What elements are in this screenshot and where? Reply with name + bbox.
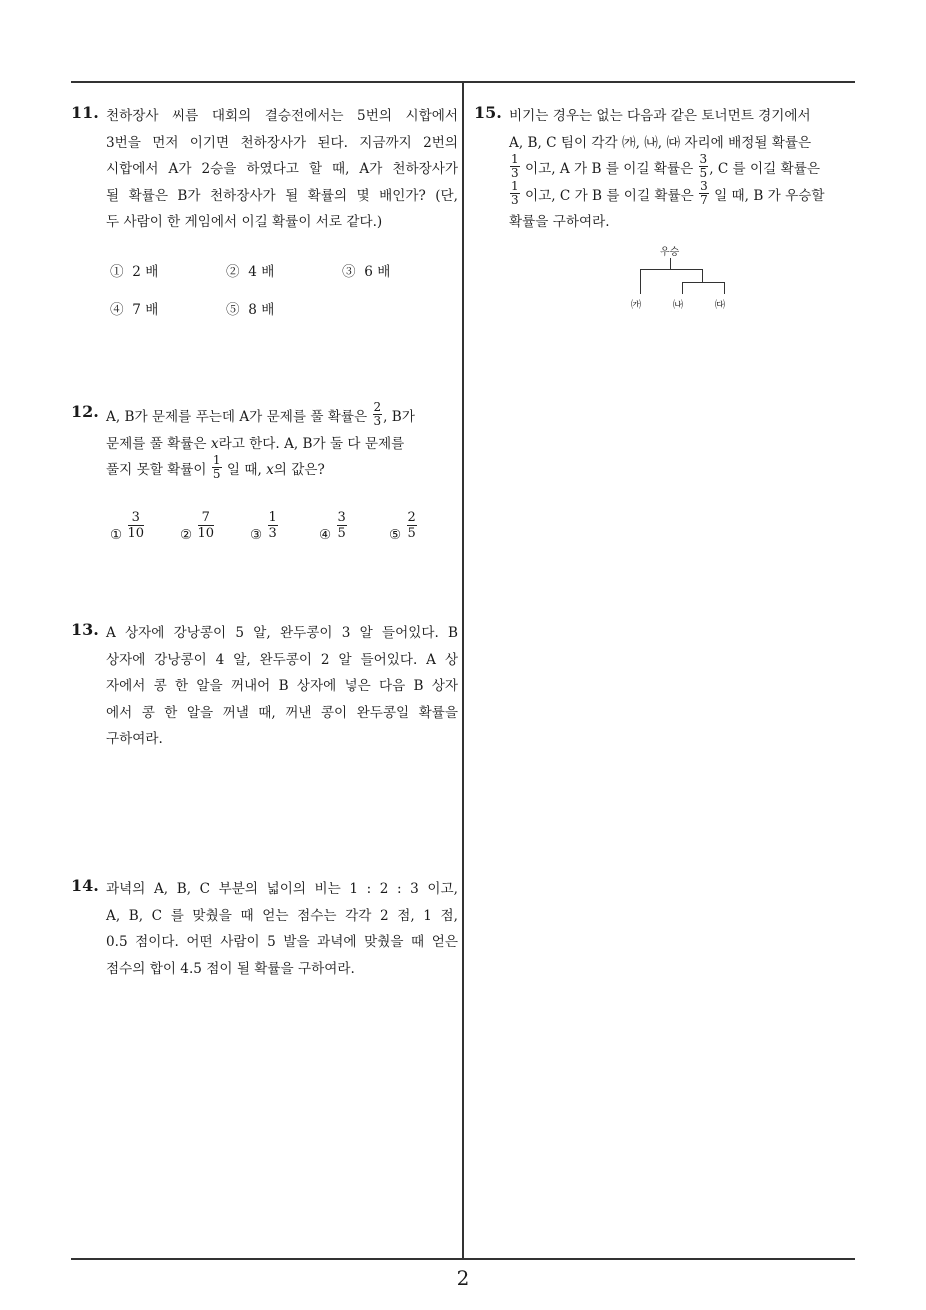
choice-3[interactable]: ③ 6 배: [342, 264, 391, 280]
text-line: 시합에서 A가 2승을 하였다고 할 때, A가 천하장사가: [106, 161, 458, 177]
text-line: 자에서 콩 한 알을 꺼내어 B 상자에 넣은 다음 B 상자: [106, 678, 458, 694]
text-line: 천하장사 씨름 대회의 결승전에서는 5번의 시합에서: [106, 108, 458, 124]
fraction: $\frac{3}{7}$: [700, 178, 708, 207]
fraction: $\frac{1}{3}$: [511, 178, 519, 207]
bracket-slot-na: ㈏: [673, 300, 683, 311]
text-line: 점수의 합이 4.5 점이 될 확률을 구하여라.: [106, 960, 355, 977]
problem-text: [106, 103, 458, 236]
text-line: 3번을 먼저 이기면 천하장사가 된다. 지금까지 2번의: [106, 134, 458, 151]
problem-number: 12.: [71, 402, 99, 421]
text-line: 상자에 강낭콩이 4 알, 완두콩이 2 알 들어있다. A 상: [106, 651, 458, 668]
text-line: A, B, C 팀이 각각 ㈎, ㈏, ㈐ 자리에 배정될 확률은: [509, 134, 812, 151]
text-line: 풀지 못할 확률이 $\frac{1}{5}$ 일 때, x의 값은?: [106, 453, 325, 481]
choice-4[interactable]: ④ $\frac{3}{5}$: [319, 510, 346, 543]
choice-5[interactable]: ⑤ $\frac{2}{5}$: [389, 510, 416, 543]
tournament-bracket: [628, 240, 738, 315]
text-line: 문제를 풀 확률은 x라고 한다. A, B가 둘 다 문제를: [106, 435, 405, 452]
choice-5[interactable]: ⑤ 8 배: [226, 302, 275, 318]
problem-number: 13.: [71, 620, 99, 639]
choice-2[interactable]: ② $\frac{7}{10}$: [180, 510, 215, 543]
problem-text: [106, 400, 458, 484]
problem-text: [106, 620, 458, 753]
problem-text: [509, 103, 855, 236]
fraction: $\frac{1}{5}$: [212, 453, 221, 481]
choice-1[interactable]: ① 2 배: [110, 264, 159, 280]
text-line: 에서 콩 한 알을 꺼낼 때, 꺼낸 콩이 완두콩일 확률을: [106, 704, 458, 721]
text-line: 비기는 경우는 없는 다음과 같은 토너먼트 경기에서: [509, 108, 811, 124]
text-line: 될 확률은 B가 천하장사가 될 확률의 몇 배인가? (단,: [106, 187, 458, 204]
problem-number: 15.: [474, 103, 502, 122]
text-line: 확률을 구하여라.: [509, 214, 610, 230]
text-line: $\frac{1}{3}$ 이고, C 가 B 를 이길 확률은 $\frac{3}{7}$ 일 때, B 가 우승할: [511, 178, 825, 207]
text-line: 과녁의 A, B, C 부분의 넓이의 비는 1 : 2 : 3 이고,: [106, 881, 458, 897]
choice-2[interactable]: ② 4 배: [226, 264, 275, 280]
page-number: 2: [456, 1266, 470, 1290]
problem-number: 14.: [71, 876, 99, 895]
text-line: 구하여라.: [106, 731, 163, 747]
fraction: $\frac{3}{5}$: [699, 152, 708, 180]
bracket-slot-ga: ㈎: [631, 300, 641, 311]
text-line: A, B가 문제를 푸는데 A가 문제를 풀 확률은 $\frac{2}{3}$ , B가: [106, 400, 415, 428]
text-line: A, B, C 를 맞췄을 때 얻는 점수는 각각 2 점, 1 점,: [106, 907, 458, 924]
text-line: $\frac{1}{3}$ 이고, A 가 B 를 이길 확률은 $\frac{3}{5}$ , C 를 이길 확률은: [511, 152, 820, 180]
choice-3[interactable]: ③ $\frac{1}{3}$: [250, 510, 277, 543]
fraction: $\frac{2}{3}$: [373, 400, 382, 428]
bracket-winner-label: 우승: [660, 247, 680, 258]
choice-1[interactable]: ① $\frac{3}{10}$: [110, 510, 145, 543]
bottom-rule: [71, 1258, 855, 1260]
column-divider: [462, 82, 464, 1258]
problem-number: 11.: [71, 103, 99, 122]
fraction: $\frac{1}{3}$: [511, 152, 519, 180]
bracket-slot-da: ㈐: [715, 300, 725, 311]
problem-text: [106, 876, 458, 982]
choice-4[interactable]: ④ 7 배: [110, 302, 159, 318]
text-line: A 상자에 강낭콩이 5 알, 완두콩이 3 알 들어있다. B: [106, 625, 458, 641]
text-line: 0.5 점이다. 어떤 사람이 5 발을 과녁에 맞췄을 때 얻은: [106, 934, 458, 950]
text-line: 두 사람이 한 게임에서 이길 확률이 서로 같다.): [106, 214, 383, 230]
